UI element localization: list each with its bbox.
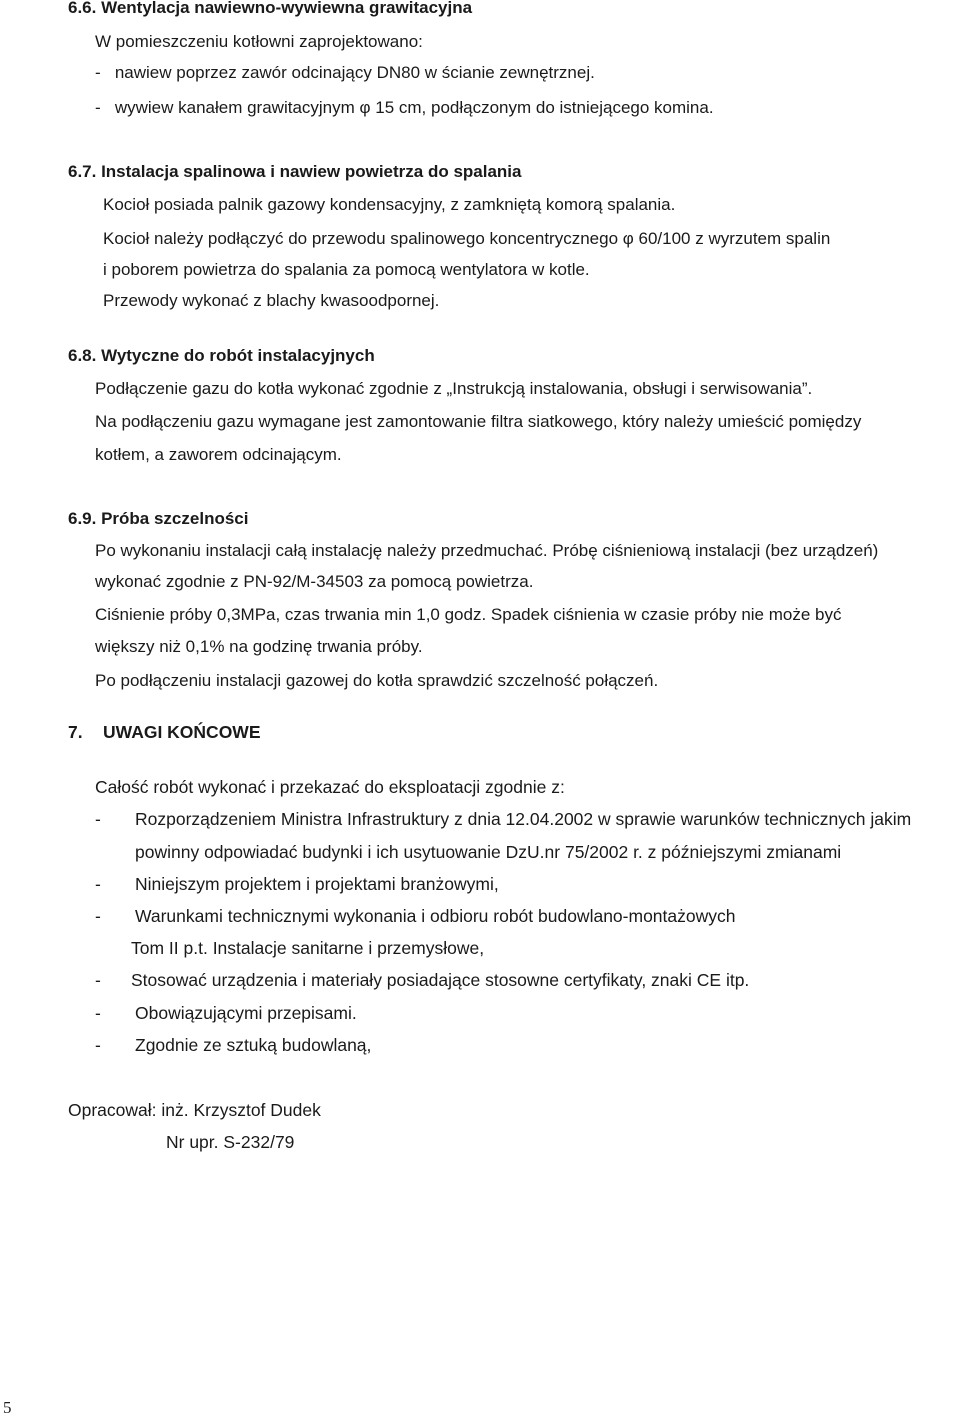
list-item-dash: - bbox=[95, 1035, 101, 1055]
author-line: Opracował: inż. Krzysztof Dudek bbox=[68, 1100, 321, 1120]
section-6-9-line: Ciśnienie próby 0,3MPa, czas trwania min 1,0 godz. Spadek ciśnienia w czasie próby nie może być bbox=[95, 605, 842, 624]
page-number: 5 bbox=[3, 1398, 12, 1417]
section-6-9-line: Po podłączeniu instalacji gazowej do kotła sprawdzić szczelność połączeń. bbox=[95, 671, 659, 690]
section-6-9-line: Po wykonaniu instalacji całą instalację należy przedmuchać. Próbę ciśnieniową instalacji (bez urządzeń) bbox=[95, 541, 879, 560]
section-6-6-heading: 6.6. Wentylacja nawiewno-wywiewna grawitacyjna bbox=[68, 0, 473, 17]
section-6-8-line: Podłączenie gazu do kotła wykonać zgodnie z „Instrukcją instalowania, obsługi i serwisowania”. bbox=[95, 379, 813, 398]
section-6-9-line: wykonać zgodnie z PN-92/M-34503 za pomocą powietrza. bbox=[95, 572, 534, 591]
list-item-dash: - bbox=[95, 970, 101, 990]
section-6-7-heading: 6.7. Instalacja spalinowa i nawiew powietrza do spalania bbox=[68, 162, 522, 181]
list-item-text: Warunkami technicznymi wykonania i odbioru robót budowlano-montażowych bbox=[135, 906, 736, 926]
section-6-9-line: większy niż 0,1% na godzinę trwania próby. bbox=[95, 637, 423, 656]
list-item-text: Niniejszym projektem i projektami branżowymi, bbox=[135, 874, 499, 894]
list-item-text: Rozporządzeniem Ministra Infrastruktury z dnia 12.04.2002 w sprawie warunków technicznych jakim bbox=[135, 809, 912, 829]
section-6-7-line: Kocioł należy podłączyć do przewodu spalinowego koncentrycznego φ 60/100 z wyrzutem spalin bbox=[103, 229, 831, 248]
list-item-text: powinny odpowiadać budynki i ich usytuowanie DzU.nr 75/2002 r. z późniejszymi zmianami bbox=[135, 842, 842, 862]
section-7-intro: Całość robót wykonać i przekazać do eksploatacji zgodnie z: bbox=[95, 777, 565, 797]
section-6-6-item: - nawiew poprzez zawór odcinający DN80 w ścianie zewnętrznej. bbox=[95, 63, 595, 82]
section-6-7-line: Przewody wykonać z blachy kwasoodpornej. bbox=[103, 291, 440, 310]
section-6-9-heading: 6.9. Próba szczelności bbox=[68, 509, 249, 528]
license-number: Nr upr. S-232/79 bbox=[166, 1132, 295, 1152]
list-item-dash: - bbox=[95, 874, 101, 894]
section-6-6-item: - wywiew kanałem grawitacyjnym φ 15 cm, podłączonym do istniejącego komina. bbox=[95, 98, 714, 117]
section-6-8-line: Na podłączeniu gazu wymagane jest zamontowanie filtra siatkowego, który należy umieścić pomiędzy bbox=[95, 412, 862, 431]
list-item-dash: - bbox=[95, 809, 101, 829]
section-6-7-line: Kocioł posiada palnik gazowy kondensacyjny, z zamkniętą komorą spalania. bbox=[103, 195, 676, 214]
section-6-8-heading: 6.8. Wytyczne do robót instalacyjnych bbox=[68, 346, 375, 365]
list-item-text: Zgodnie ze sztuką budowlaną, bbox=[135, 1035, 372, 1055]
list-item-dash: - bbox=[95, 1003, 101, 1023]
section-6-6-intro: W pomieszczeniu kotłowni zaprojektowano: bbox=[95, 32, 423, 51]
section-6-7-line: i poborem powietrza do spalania za pomocą wentylatora w kotle. bbox=[103, 260, 590, 279]
list-item-text: Obowiązującymi przepisami. bbox=[135, 1003, 357, 1023]
section-7-number: 7. bbox=[68, 722, 83, 742]
list-item-text: Tom II p.t. Instalacje sanitarne i przemysłowe, bbox=[131, 938, 485, 958]
list-item-dash: - bbox=[95, 906, 101, 926]
section-6-8-line: kotłem, a zaworem odcinającym. bbox=[95, 445, 342, 464]
list-item-text: Stosować urządzenia i materiały posiadające stosowne certyfikaty, znaki CE itp. bbox=[131, 970, 750, 990]
section-7-title: UWAGI KOŃCOWE bbox=[103, 722, 261, 742]
